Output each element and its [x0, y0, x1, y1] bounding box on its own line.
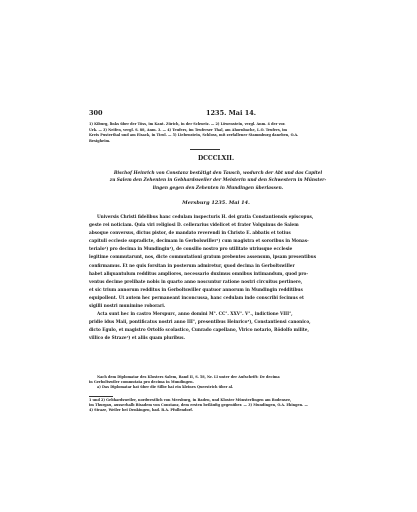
footnote-line: Kreis Pusterthal und am Eisack, in Tirol. — 5) Liebenstein, Schloss, mit zerfallener Stammburg daneben, O.A. [89, 133, 299, 137]
footnote-line: Besigheim. [89, 138, 111, 143]
body-line: terialo²) pro decima in Mundingin³), de consilio nostro pro utilitate utriusque ecclesie [89, 246, 293, 252]
source-notes [89, 375, 343, 391]
summary-line: zu Salem den Zehenten in Gebhardsweiler der Meisterin und den Schwestern in Münster- [109, 178, 327, 184]
section-divider [190, 149, 220, 150]
summary-line: Bischof Heinrich von Constanz bestätigt den Tausch, wodurch der Abt und das Capitel [113, 171, 323, 176]
footnote-line: 4) Straze, Weiler bei Denkingen, bad. B.A. Pfullendorf. [89, 408, 193, 413]
summary-line: lingen gegen den Zehenten in Mundingen überlassen. [152, 185, 284, 191]
body-line: equipollent. Ut autem hec permaneant inconcussa, hanc cedulam inde conscribi fecimus et [89, 294, 304, 300]
body-line: pridie idus Maii, pontificatus nostri anno III°, presentibus Heinrico⁴), Constantiensi canonico, [89, 319, 311, 325]
body-line: capituli ecclesie supradicte, decimam in Gerbolswiller¹) cum magistra et sororibus in Monas- [89, 238, 309, 244]
footnote-line: 1 und 2) Gebhardsweiler, nordwestlich von Mersburg, in Baden, und Kloster Münsterlingen am Bodensee, [89, 398, 292, 402]
charter-text [89, 213, 343, 343]
body-line: geste rei noticiam. Quia viri religiosi D. cellerarius videlicet et frater Volquinus de Salem [89, 222, 299, 228]
body-line: legitime commutarunt, nos, dicte commutationi gratum prebentes assensum, ipsam presentibus [89, 254, 317, 260]
body-line: et sic trium annorum redditus in Gerboltswiller quatuor annorum in Mundingin redditibus [89, 286, 303, 292]
dateline: Mersburg 1235. Mai 14. [182, 200, 250, 206]
body-line: dicto Egulo, et magistro Ortolfo scolastico, Cunrado capellano, Vlrico notario, Rŏdolfo milite, [89, 327, 309, 333]
body-line: ventus decime prelibate nobis in quarto anno noscuntur ratione nostri circuitus pertinere, [89, 278, 303, 284]
footnote-line: im Thurgau, ausserhalb Bisadem von Constanz, dem ersten beiläufig gegenüber. — 3) Mundingen, O.A. Ehingen. — [89, 403, 308, 408]
source-line: Nach dem Diplomatar des Klosters Salem, Band II, S. 58, Nr. LI unter der Aufschrift: De decima [97, 375, 280, 379]
body-line: Acta sunt hec in castro Merspurc, anno domini M°. CC°. XXV°. V°., indictione VIII°, [97, 311, 293, 317]
page-number: 300 [89, 109, 103, 117]
footnote-line: 1) Kiburg, links über der Töss, im Kant. Zürich, in der Schweiz. — 2) Löwenstein, vergl. Anm. 4 der vor. [89, 122, 286, 126]
bottom-footnotes [89, 398, 343, 414]
top-footnotes [89, 122, 343, 144]
body-line: villico de Straze⁵) et aliis quam pluribus. [89, 335, 185, 341]
page-header [89, 109, 341, 119]
footnote-divider [89, 396, 113, 397]
body-line: absoque conversus, dictus pistor, de mandato reverendi in Christo E. abbatis et totius [89, 230, 291, 236]
running-head: 1235. Mai 14. [206, 109, 257, 117]
footnote-line: Urk. — 3) Neifen, vergl. S. 88, Anm. 3. — 4) Teufers, im Teuferser Thal, am Ahornbache, L.O. Teufers, im [89, 127, 288, 132]
document-summary [96, 170, 340, 192]
source-line: in Gerboltswiler commutata pro decima in Mundingen. [89, 380, 194, 385]
body-line: habet aliquantulum redditus ampliores, necessario duximus omnibus intimandum, quod pro- [89, 270, 309, 276]
body-line: Universis Christi fidelibus hanc cedulam inspecturis H. dei gratia Constantiensis episcopus, [97, 214, 314, 219]
body-line: sigilli nostri munimine roborari. [89, 303, 166, 309]
document-number: DCCCLXII. [197, 155, 235, 162]
source-line: a) Das Diplomatar hat über die Silbe hai ein kleines Querstrich über al. [97, 385, 234, 390]
body-line: confirmamus. Et ne quis forsitan in posterum admiretur, quod decima in Gerboltswiller [89, 262, 295, 268]
